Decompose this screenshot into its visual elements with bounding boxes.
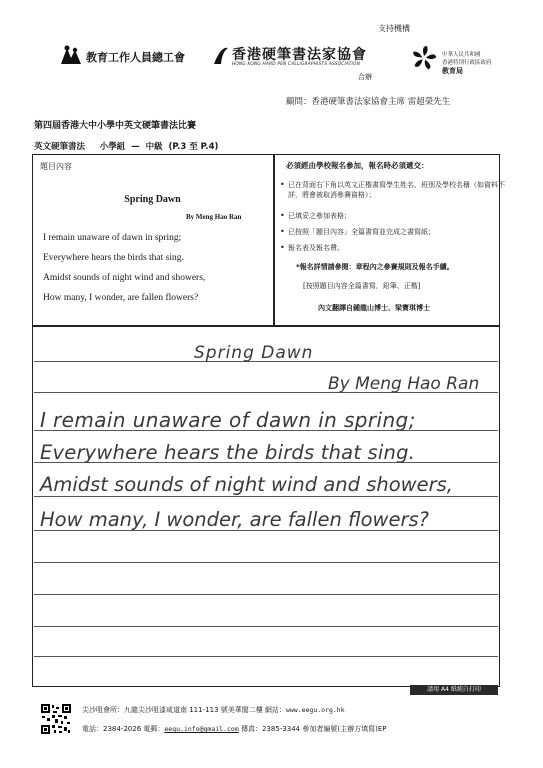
writing-rule	[34, 562, 498, 563]
requirement-item: • 報名表及報名費。	[280, 243, 344, 252]
handwritten-line: How many, I wonder, are fallen flowers?	[40, 508, 430, 531]
qr-code-icon	[40, 703, 72, 735]
footer-address-line	[82, 705, 345, 715]
writing-rule	[34, 496, 498, 497]
requirements-heading: 必須經由學校報名參加，報名時必須遞交：	[286, 161, 429, 170]
association-name-zh: 香港硬筆書法家協會	[232, 48, 367, 63]
co-host-label: 合辦	[358, 73, 372, 81]
requirement-item: • 已填妥之參加表格；	[280, 211, 351, 220]
gov-line-1: 中華人民共和國	[442, 52, 481, 58]
handwritten-line: Amidst sounds of night wind and showers,	[40, 473, 453, 496]
requirements-note: *報名詳情請參閱：章程內之參賽規則及報名手續。	[296, 263, 454, 271]
association-name-en: HONG KONG HARD PEN CALLIGRAPHISTS ASSOCIATION	[232, 62, 361, 67]
footer-email-link[interactable]: eegu.info@gmail.com	[164, 725, 239, 733]
translator-credit: 內文翻譯自鍾龍山博士、梁寶琪博士	[318, 304, 430, 312]
bullet-icon: •	[280, 243, 285, 252]
footer-fax: 傳真：2385-3344 參加者編號(主辦方填寫)EP	[238, 725, 387, 733]
competition-category: 英文硬筆書法 小學組 — 中級 (P.3 至 P.4)	[34, 142, 219, 152]
bullet-icon: •	[280, 211, 285, 220]
union-logo-icon	[58, 44, 84, 66]
handwritten-author: By Meng Hao Ran	[328, 374, 480, 394]
poem-line: Amidst sounds of night wind and showers,	[43, 273, 206, 283]
handwritten-title: Spring Dawn	[194, 343, 314, 363]
print-stamp: 請用 A4 紙純白打印	[410, 685, 498, 695]
handwritten-line: I remain unaware of dawn in spring;	[40, 408, 416, 432]
footer-address: 尖沙咀會所：九龍尖沙咀漆咸道南 111-113 號美華閣二樓 網站：	[82, 706, 286, 714]
competition-title: 第四屆香港大中小學中英文硬筆書法比賽	[34, 120, 197, 130]
writing-rule	[34, 656, 498, 657]
bauhinia-logo-icon	[410, 44, 438, 72]
writing-rule	[34, 594, 498, 595]
bullet-icon: •	[280, 180, 285, 189]
requirement-item: • 已在背面右下角以英文正楷書寫學生姓名、班別及學校名稱（如資料不詳，將會被取消參賽資格）；	[280, 180, 505, 199]
gov-line-3: 教育局	[442, 67, 463, 75]
footer-website-link[interactable]: www.eegu.org.hk	[285, 706, 345, 714]
supporter-label: 支持機構	[378, 24, 410, 33]
union-name: 教育工作人員總工會	[86, 52, 185, 64]
poem-title: Spring Dawn	[124, 194, 181, 205]
writing-instruction: [按照題目內容全篇書寫，鉛筆、正楷]	[303, 282, 421, 290]
poem-line: I remain unaware of dawn in spring;	[43, 233, 182, 243]
writing-rule	[34, 626, 498, 627]
advisor-line: 顧問：香港硬筆書法家協會主席 雷超榮先生	[286, 97, 451, 107]
poem-line: How many, I wonder, are fallen flowers?	[43, 293, 199, 303]
poem-author: By Meng Hao Ran	[186, 213, 242, 221]
footer-contact-line	[82, 724, 386, 734]
footer-phone: 電話：2384-2026 電郵：	[82, 725, 165, 733]
association-logo-icon	[212, 44, 230, 66]
handwritten-line: Everywhere hears the birds that sing.	[40, 441, 416, 464]
gov-line-2: 香港特別行政區政府	[442, 60, 492, 66]
poem-line: Everywhere hears the birds that sing.	[43, 253, 184, 263]
topic-label: 題目內容	[40, 162, 72, 171]
bullet-icon: •	[280, 227, 285, 236]
requirement-item: • 已按照「題目內容」全篇書寫並完成之書寫紙；	[280, 227, 435, 236]
